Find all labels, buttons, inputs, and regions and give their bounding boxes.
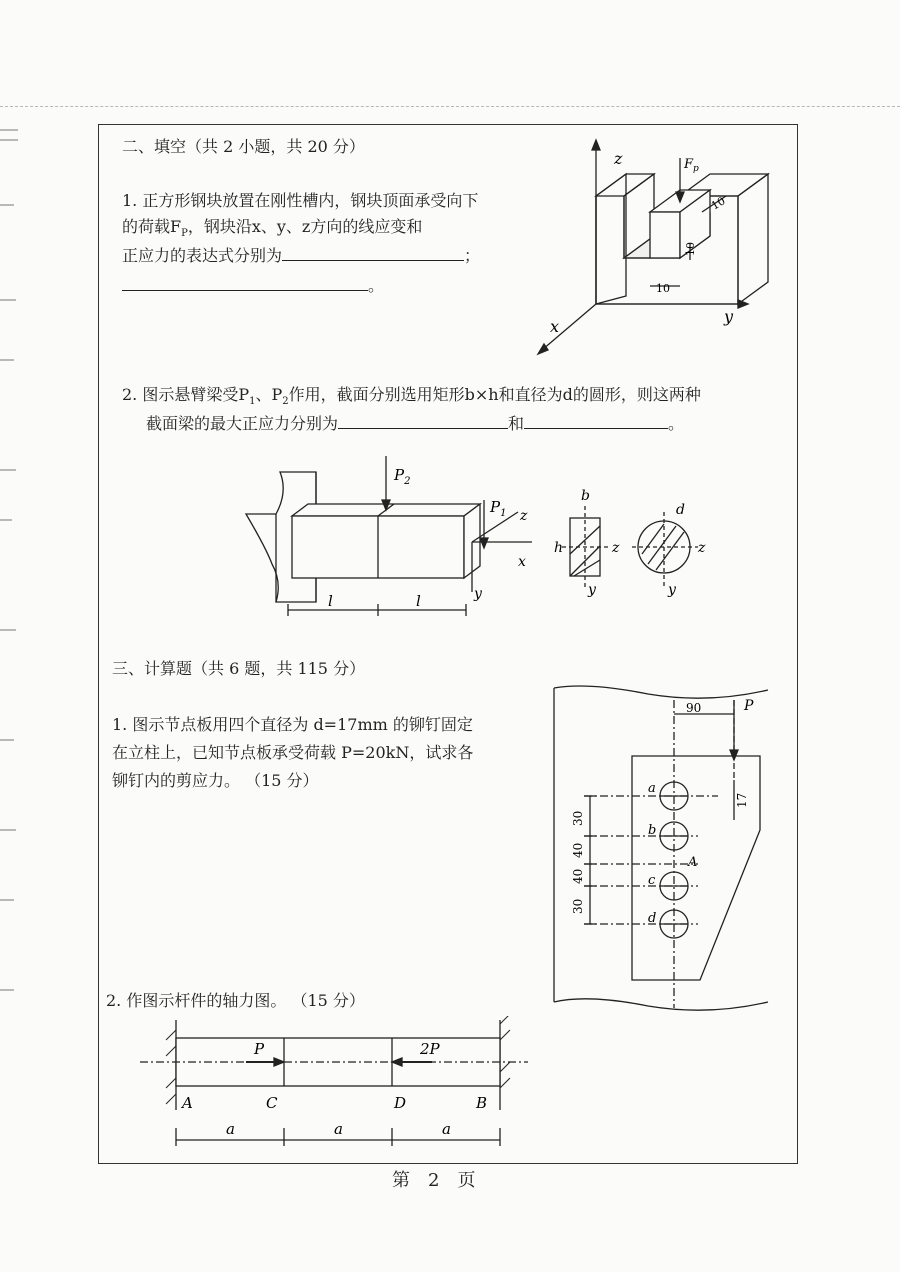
force-fp-label: $F_p$ <box>684 157 699 174</box>
q3-1-line1: 1. 图示节点板用四个直径为 d=17mm 的铆钉固定 <box>112 715 473 734</box>
gusset-plate-figure <box>548 680 778 1020</box>
centroid-a-label: A <box>688 855 698 870</box>
binding-marks <box>0 110 30 1010</box>
q2-1-line2: 的荷载$F_P$，钢块沿x、y、z方向的线应变和 <box>122 217 423 240</box>
rect-z-label: z <box>612 540 620 556</box>
dim-30-top: 30 <box>571 810 585 826</box>
dim-10-depth: 10 <box>709 194 728 213</box>
answer-blank-1[interactable] <box>282 242 464 261</box>
dim-10-height: 10 <box>684 242 697 256</box>
dim-40-a: 40 <box>571 842 585 858</box>
q3-2-line1: 2. 作图示杆件的轴力图。 （15 分） <box>106 991 365 1010</box>
q2-1-line3: 正应力的表达式分别为 ； <box>122 242 480 269</box>
rivet-c-label: c <box>648 873 656 888</box>
q2-2-line1: 2. 图示悬臂梁受$P_1$、$P_2$作用，截面分别选用矩形b×h和直径为d的圆形，则这两种 <box>122 385 701 408</box>
load-p2-label: $P_2$ <box>394 466 411 487</box>
seg-a-1: a <box>226 1120 235 1138</box>
beam-z-label: z <box>520 508 528 524</box>
axis-y-label: y <box>724 307 734 326</box>
rivet-a-label: a <box>648 781 656 796</box>
axis-x-label: x <box>550 317 560 336</box>
q2-1-line1: 1. 正方形钢块放置在刚性槽内，钢块顶面承受向下 <box>122 191 479 210</box>
answer-blank-2[interactable] <box>122 272 368 291</box>
dim-17: 17 <box>735 792 749 808</box>
answer-blank-3[interactable] <box>338 410 508 429</box>
page-number: 第 2 页 <box>392 1170 476 1191</box>
axis-z-label: z <box>614 149 623 168</box>
q3-1-line2: 在立柱上，已知节点板承受荷载 P=20kN，试求各 <box>112 743 474 762</box>
span-l-2: l <box>416 592 421 610</box>
point-c-label: C <box>266 1094 278 1112</box>
circle-y-label: y <box>668 582 676 598</box>
point-b-label: B <box>476 1094 488 1112</box>
rivet-d-label: d <box>648 911 657 926</box>
q3-1-line3: 铆钉内的剪应力。 （15 分） <box>112 771 319 790</box>
cantilever-figure <box>236 452 716 632</box>
top-fold-line <box>0 106 900 107</box>
point-d-label: D <box>394 1094 407 1112</box>
q2-2-line2: 截面梁的最大正应力分别为 和 。 <box>146 410 684 437</box>
circle-d-label: d <box>676 502 685 518</box>
beam-y-label: y <box>474 586 482 602</box>
circle-z-label: z <box>698 540 706 556</box>
plate-load-p: P <box>744 698 754 714</box>
dim-40-b: 40 <box>571 868 585 884</box>
bar-load-2p: 2P <box>420 1040 440 1058</box>
dim-30-bottom: 30 <box>571 898 585 914</box>
answer-blank-4[interactable] <box>524 410 668 429</box>
rect-y-label: y <box>588 582 596 598</box>
rect-h-label: h <box>554 540 564 556</box>
rivet-b-label: b <box>648 823 657 838</box>
seg-a-2: a <box>334 1120 343 1138</box>
bar-load-p: P <box>254 1040 265 1058</box>
seg-a-3: a <box>442 1120 451 1138</box>
dim-10-bottom: 10 <box>656 282 670 295</box>
beam-x-label: x <box>518 554 526 570</box>
steel-block-figure <box>530 136 780 358</box>
rect-b-label: b <box>581 488 590 504</box>
load-p1-label: $P_1$ <box>490 498 507 519</box>
point-a-label: A <box>182 1094 193 1112</box>
section-3-heading: 三、计算题（共 6 题，共 115 分） <box>112 659 366 678</box>
q2-1-line4: 。 <box>122 272 384 299</box>
span-l-1: l <box>328 592 333 610</box>
dim-90: 90 <box>686 701 702 715</box>
section-2-heading: 二、填空（共 2 小题，共 20 分） <box>122 137 365 156</box>
axial-bar-figure <box>136 1016 536 1150</box>
